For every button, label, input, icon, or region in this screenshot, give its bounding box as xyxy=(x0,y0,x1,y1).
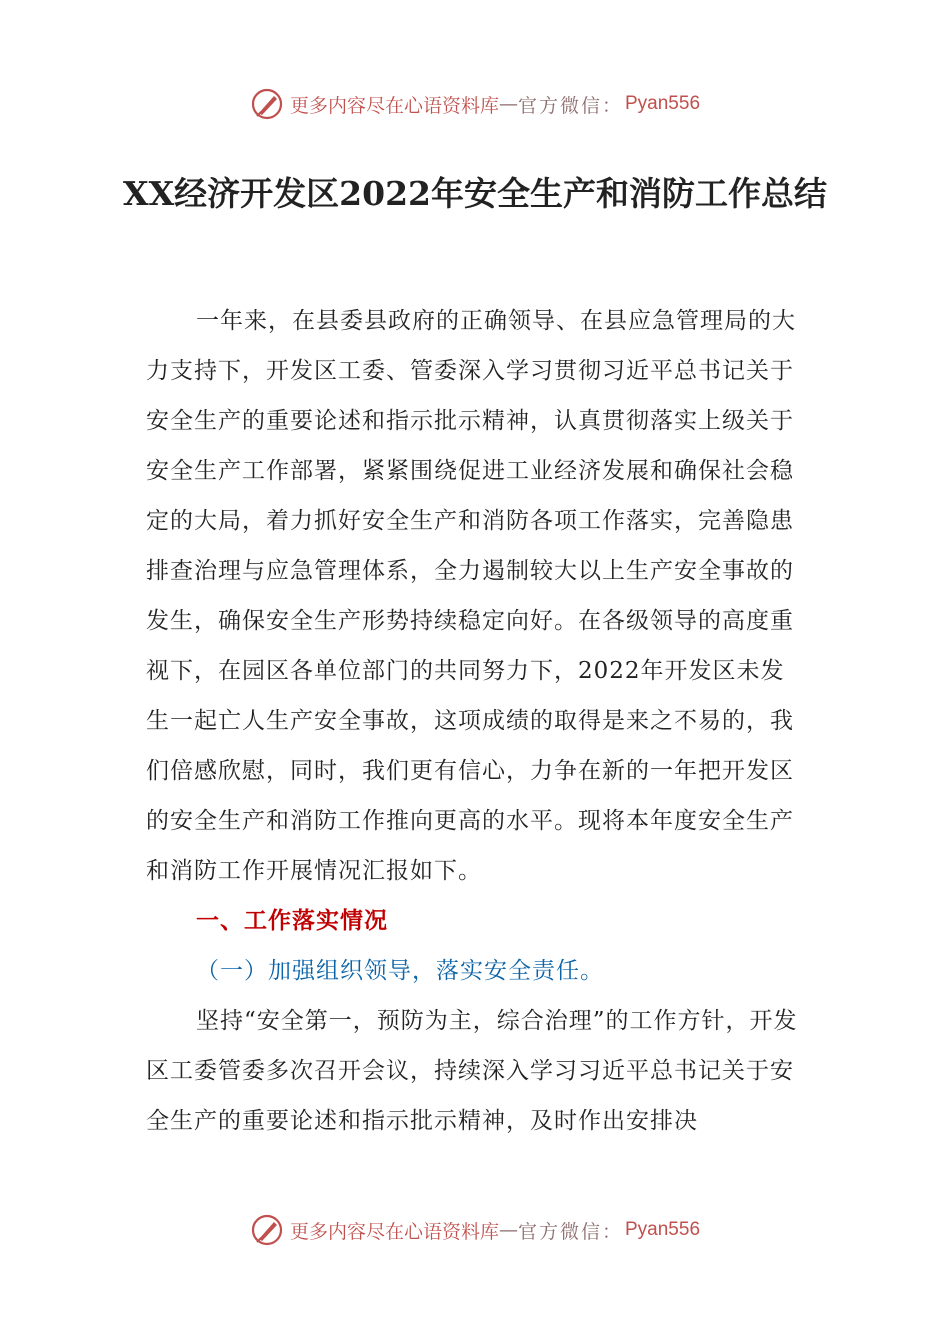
wechat-label: 官方微信： xyxy=(517,1220,623,1243)
header-banner xyxy=(0,84,950,124)
banner-separator: — xyxy=(498,1219,518,1241)
wechat-id: Pyan556 xyxy=(625,93,701,114)
footer-banner xyxy=(0,1210,950,1250)
quill-logo-icon xyxy=(250,1213,284,1247)
banner-text: 更多内容尽在心语资料库 xyxy=(289,1220,499,1243)
body-paragraph: 坚持“安全第一，预防为主，综合治理”的工作方针，开发区工委管委多次召开会议，持续深入学习习近平总书记关于安全生产的重要论述和指示批示精神，及时作出安排决 xyxy=(146,1008,798,1134)
document-body xyxy=(146,296,806,1146)
wechat-label: 官方微信： xyxy=(517,94,623,117)
quill-logo-icon xyxy=(250,87,284,121)
section-heading: 一、工作落实情况 xyxy=(196,908,388,934)
banner-separator: — xyxy=(498,93,518,115)
subsection-heading: （一）加强组织领导，落实安全责任。 xyxy=(196,958,604,984)
intro-paragraph: 一年来，在县委县政府的正确领导、在县应急管理局的大力支持下，开发区工委、管委深入学习贯彻习近平总书记关于安全生产的重要论述和指示批示精神，认真贯彻落实上级关于安全生产工作部署，紧紧围绕促进工业经济发展和确保社会稳定的大局，着力抓好安全生产和消防各项工作落实，完善隐患排查治理与应急管理体系，全力遏制较大以上生产安全事故的发生，确保安全生产形势持续稳定向好。在各级领导的高度重视下，在园区各单位部门的共同努力下，2022年开发区未发生一起亡人生产安全事故，这项成绩的取得是来之不易的，我们倍感欣慰，同时，我们更有信心，力争在新的一年把开发区的安全生产和消防工作推向更高的水平。现将本年度安全生产和消防工作开展情况汇报如下。 xyxy=(146,308,796,884)
banner-text: 更多内容尽在心语资料库 xyxy=(289,94,499,117)
wechat-id: Pyan556 xyxy=(625,1219,701,1240)
document-title: XX经济开发区2022年安全生产和消防工作总结 xyxy=(122,174,828,213)
